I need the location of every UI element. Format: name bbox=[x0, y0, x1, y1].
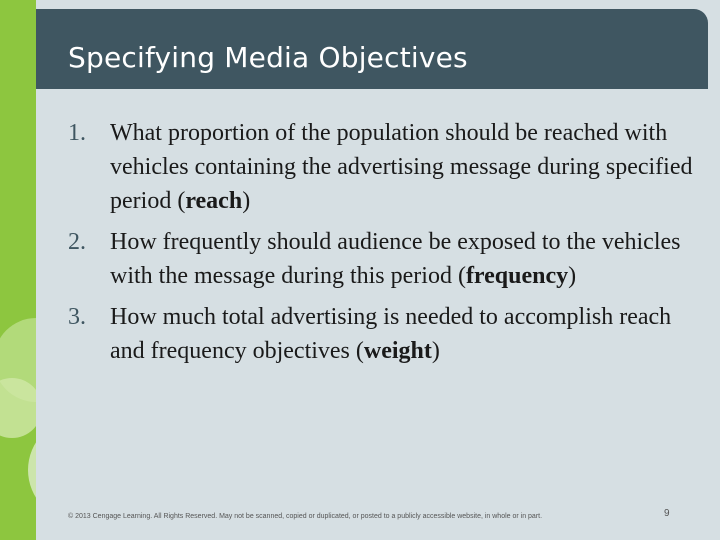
list-text bbox=[110, 116, 698, 218]
list-text bbox=[110, 300, 698, 368]
list-text-after: ) bbox=[242, 188, 251, 214]
list-number: 2. bbox=[68, 229, 86, 255]
list-item bbox=[68, 116, 698, 218]
list-text-bold: frequency bbox=[465, 263, 569, 289]
title-bar bbox=[36, 9, 708, 89]
list-text-before: How frequently should audience be exposed to the vehicles with the message during this period ( bbox=[110, 229, 681, 289]
slide-content bbox=[68, 116, 698, 375]
list-text-after: ) bbox=[568, 263, 577, 289]
list-number: 1. bbox=[68, 120, 86, 146]
objectives-list bbox=[68, 116, 698, 368]
list-item bbox=[68, 300, 698, 368]
page-number: 9 bbox=[664, 508, 670, 519]
list-item bbox=[68, 225, 698, 293]
list-text bbox=[110, 225, 698, 293]
copyright-footer: © 2013 Cengage Learning. All Rights Reserved. May not be scanned, copied or duplicated, or posted to a publicly accessible website, in whole or in part. bbox=[68, 513, 543, 520]
slide-title: Specifying Media Objectives bbox=[68, 41, 468, 74]
list-text-after: ) bbox=[431, 338, 440, 364]
list-number: 3. bbox=[68, 304, 86, 330]
list-text-before: What proportion of the population should be reached with vehicles containing the advertising message during specified period ( bbox=[110, 120, 693, 214]
list-text-bold: weight bbox=[363, 338, 432, 364]
list-text-before: How much total advertising is needed to accomplish reach and frequency objectives ( bbox=[110, 304, 672, 364]
list-text-bold: reach bbox=[185, 188, 243, 214]
